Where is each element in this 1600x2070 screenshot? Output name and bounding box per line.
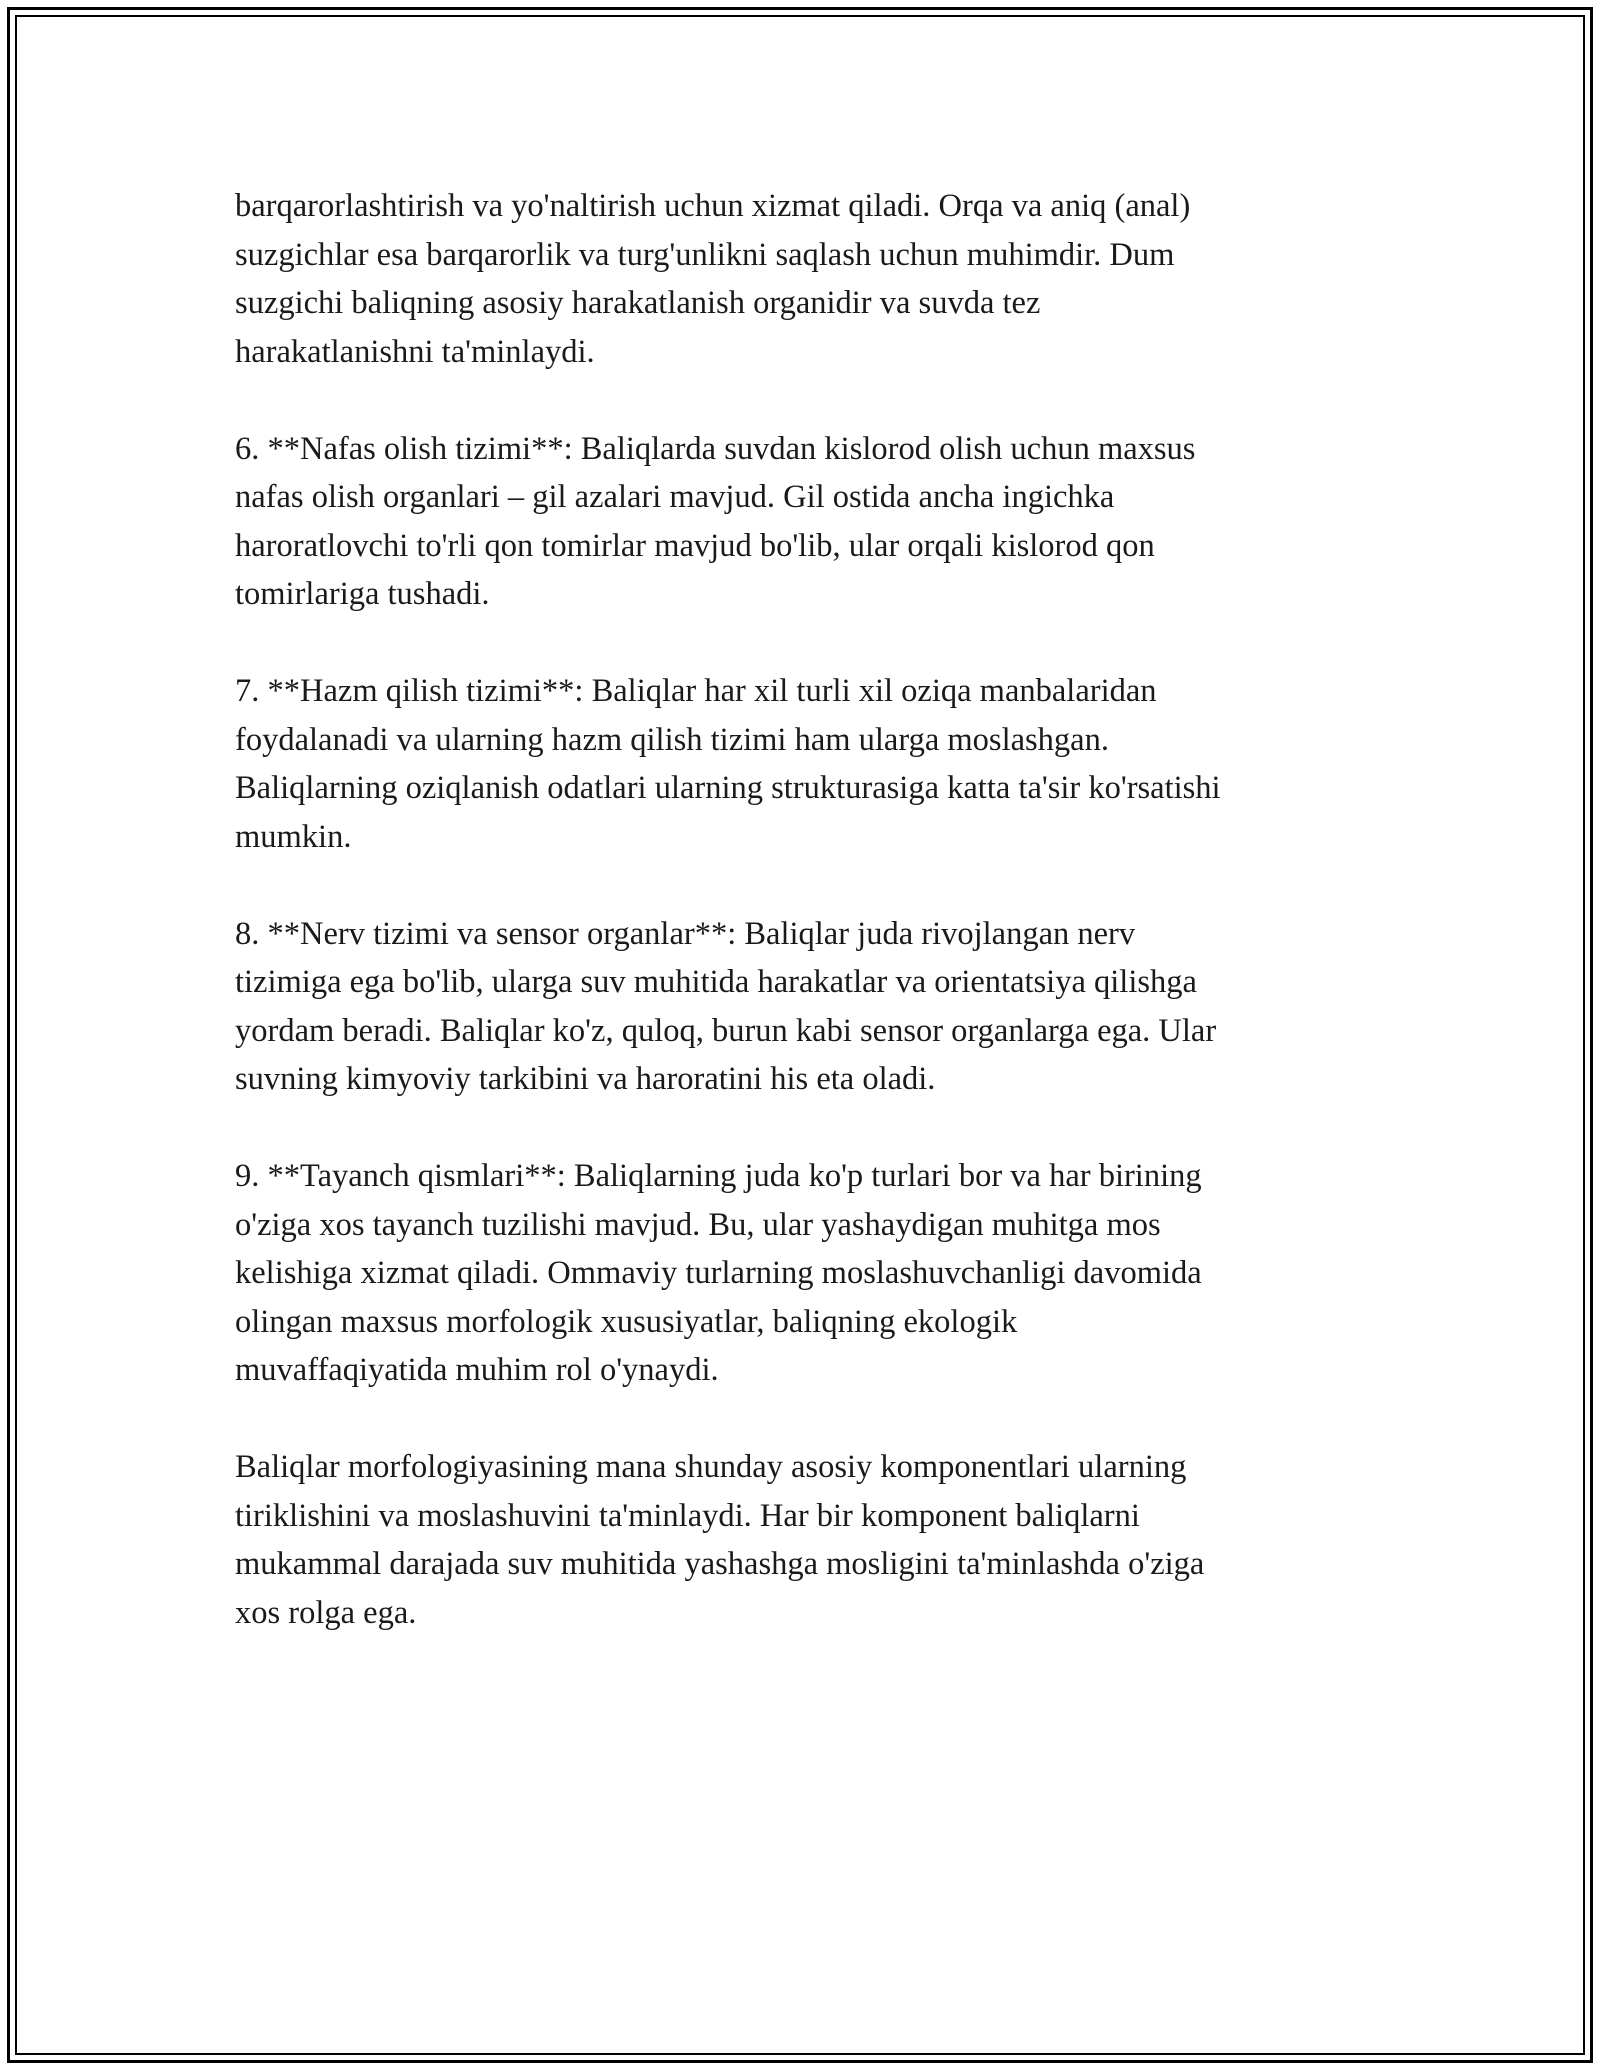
paragraph-support-structures: 9. **Tayanch qismlari**: Baliqlarning juda ko'p turlari bor va har birining o'ziga xos tayanch tuzilishi mavjud. Bu, ular yashaydigan muhitga mos kelishiga xizmat qiladi. Ommaviy turlarning moslashuvchanligi davomida olingan maxsus morfologik xususiyatlar, baliqning ekologik muvaffaqiyatida muhim rol o'ynaydi. <box>235 1158 1202 1388</box>
paragraph-digestive-system: 7. **Hazm qilish tizimi**: Baliqlar har xil turli xil oziqa manbalaridan foydalanadi va ularning hazm qilish tizimi ham ularga moslashgan. Baliqlarning oziqlanish odatlari ularning strukturasiga katta ta'sir ko'rsatishi mumkin. <box>235 673 1221 855</box>
paragraph-nervous-system: 8. **Nerv tizimi va sensor organlar**: Baliqlar juda rivojlangan nerv tizimiga ega bo'lib, ularga suv muhitida harakatlar va orientatsiya qilishga yordam beradi. Baliqlar ko'z, quloq, burun kabi sensor organlarga ega. Ular suvning kimyoviy tarkibini va haroratini his eta oladi. <box>235 915 1217 1097</box>
document-body <box>235 182 1365 1686</box>
paragraph-conclusion: Baliqlar morfologiyasining mana shunday asosiy komponentlari ularning tiriklishini va moslashuvini ta'minlaydi. Har bir komponent baliqlarni mukammal darajada suv muhitida yashashga mosligini ta'minlashda o'ziga xos rolga ega. <box>235 1449 1205 1631</box>
paragraph-fins-continued: barqarorlashtirish va yo'naltirish uchun xizmat qiladi. Orqa va aniq (anal) suzgichlar esa barqarorlik va turg'unlikni saqlash uchun muhimdir. Dum suzgichi baliqning asosiy harakatlanish organidir va suvda tez harakatlanishni ta'minlaydi. <box>235 188 1191 370</box>
paragraph-respiratory-system: 6. **Nafas olish tizimi**: Baliqlarda suvdan kislorod olish uchun maxsus nafas olish organlari – gil azalari mavjud. Gil ostida ancha ingichka haroratlovchi to'rli qon tomirlar mavjud bo'lib, ular orqali kislorod qon tomirlariga tushadi. <box>235 430 1196 612</box>
